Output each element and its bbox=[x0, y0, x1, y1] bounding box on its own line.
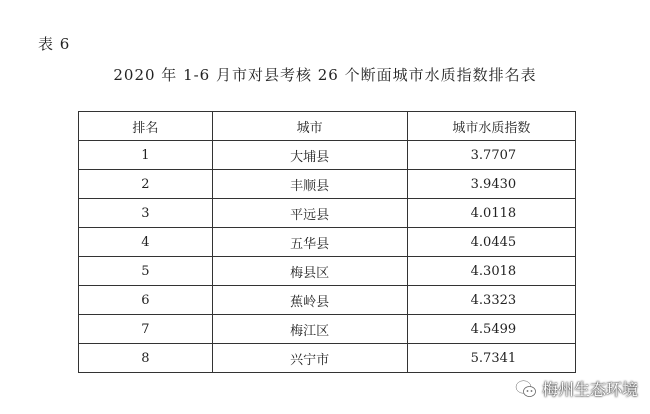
table-row bbox=[79, 199, 576, 228]
rank-cell: 2 bbox=[79, 170, 213, 199]
index-cell: 4.3018 bbox=[407, 257, 575, 286]
city-cell: 梅江区 bbox=[212, 315, 407, 344]
city-cell: 丰顺县 bbox=[212, 170, 407, 199]
city-cell: 兴宁市 bbox=[212, 344, 407, 373]
table-row bbox=[79, 257, 576, 286]
index-cell: 4.0445 bbox=[407, 228, 575, 257]
index-cell: 4.5499 bbox=[407, 315, 575, 344]
rank-cell: 5 bbox=[79, 257, 213, 286]
table-row bbox=[79, 344, 576, 373]
city-cell: 蕉岭县 bbox=[212, 286, 407, 315]
watermark-text: 梅州生态环境 bbox=[541, 380, 638, 399]
rank-cell: 3 bbox=[79, 199, 213, 228]
index-cell: 3.9430 bbox=[407, 170, 575, 199]
city-cell: 五华县 bbox=[212, 228, 407, 257]
index-cell: 4.0118 bbox=[407, 199, 575, 228]
document-title: 2020 年 1-6 月市对县考核 26 个断面城市水质指数排名表 bbox=[113, 66, 537, 84]
wechat-icon bbox=[515, 379, 537, 399]
city-cell: 大埔县 bbox=[212, 141, 407, 170]
index-cell: 3.7707 bbox=[407, 141, 575, 170]
rank-cell: 7 bbox=[79, 315, 213, 344]
rank-cell: 1 bbox=[79, 141, 213, 170]
ranking-table bbox=[78, 111, 576, 373]
header-rank: 排名 bbox=[79, 112, 213, 141]
table-row bbox=[79, 170, 576, 199]
header-water-index: 城市水质指数 bbox=[407, 112, 575, 141]
index-cell: 5.7341 bbox=[407, 344, 575, 373]
header-city: 城市 bbox=[212, 112, 407, 141]
rank-cell: 6 bbox=[79, 286, 213, 315]
rank-cell: 8 bbox=[79, 344, 213, 373]
watermark bbox=[515, 377, 638, 400]
rank-cell: 4 bbox=[79, 228, 213, 257]
table-row bbox=[79, 286, 576, 315]
table-header-row bbox=[79, 112, 576, 141]
table-label: 表 6 bbox=[38, 35, 71, 53]
city-cell: 平远县 bbox=[212, 199, 407, 228]
table-row bbox=[79, 228, 576, 257]
table-row bbox=[79, 141, 576, 170]
index-cell: 4.3323 bbox=[407, 286, 575, 315]
city-cell: 梅县区 bbox=[212, 257, 407, 286]
table-row bbox=[79, 315, 576, 344]
